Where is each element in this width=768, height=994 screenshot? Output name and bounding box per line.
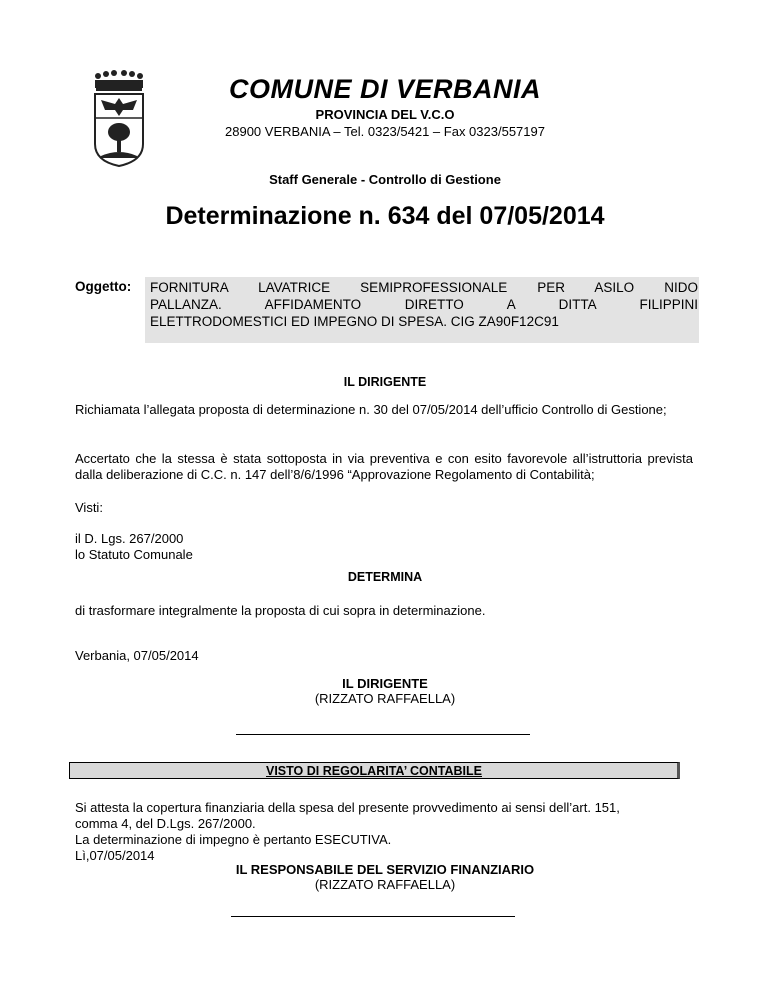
list-item: lo Statuto Comunale xyxy=(75,547,193,562)
comune-crest-logo xyxy=(89,66,149,168)
signature-line xyxy=(236,734,530,735)
oggetto-line: ELETTRODOMESTICI ED IMPEGNO DI SPESA. CIG ZA90F12C91 xyxy=(150,314,559,329)
oggetto-line: FORNITURA LAVATRICE SEMIPROFESSIONALE PER ASILO NIDO xyxy=(150,280,698,295)
document-title: Determinazione n. 634 del 07/05/2014 xyxy=(165,202,605,230)
comune-name: COMUNE DI VERBANIA xyxy=(228,74,541,104)
visto-line: Si attesta la copertura finanziaria della spesa del presente provvedimento ai sensi dell’art. 151, xyxy=(75,800,620,815)
list-item: il D. Lgs. 267/2000 xyxy=(75,531,184,546)
visto-paragraph xyxy=(75,800,693,864)
paragraph-visti: Visti: xyxy=(75,500,103,515)
paragraph-richiamata: Richiamata l’allegata proposta di determinazione n. 30 del 07/05/2014 dell’ufficio Controllo di Gestione; xyxy=(75,402,667,417)
place-date: Verbania, 07/05/2014 xyxy=(75,648,199,663)
heading-dirigente: IL DIRIGENTE xyxy=(343,375,427,389)
visto-heading: VISTO DI REGOLARITA’ CONTABILE xyxy=(266,764,482,778)
signature-line xyxy=(231,916,515,917)
paragraph-determina: di trasformare integralmente la proposta di cui sopra in determinazione. xyxy=(75,603,486,618)
visto-line: La determinazione di impegno è pertanto ESECUTIVA. xyxy=(75,832,392,847)
signer-title: IL RESPONSABILE DEL SERVIZIO FINANZIARIO xyxy=(235,862,535,877)
signer-title: IL DIRIGENTE xyxy=(342,676,428,691)
dirigente-signature xyxy=(230,676,540,706)
heading-determina: DETERMINA xyxy=(347,570,423,584)
oggetto-label: Oggetto: xyxy=(75,279,132,294)
signer-name: (RIZZATO RAFFAELLA) xyxy=(314,877,456,892)
signer-name: (RIZZATO RAFFAELLA) xyxy=(314,691,456,706)
oggetto-text xyxy=(150,279,698,330)
paragraph-accertato: Accertato che la stessa è stata sottoposta in via preventiva e con esito favorevole all’istruttoria prevista dalla deliberazione di C.C. n. 147 dell’8/6/1996 “Approvazione Regolamento di Contabilità; xyxy=(75,451,693,482)
contact-address: 28900 VERBANIA – Tel. 0323/5421 – Fax 0323/557197 xyxy=(225,124,545,139)
office-name: Staff Generale - Controllo di Gestione xyxy=(269,172,501,187)
visti-list xyxy=(75,531,693,563)
provincia-name: PROVINCIA DEL V.C.O xyxy=(315,107,455,122)
visto-line: Lì,07/05/2014 xyxy=(75,848,155,863)
responsabile-signature xyxy=(160,862,610,892)
oggetto-line: PALLANZA. AFFIDAMENTO DIRETTO A DITTA FILIPPINI xyxy=(150,297,698,312)
visto-line: comma 4, del D.Lgs. 267/2000. xyxy=(75,816,256,831)
